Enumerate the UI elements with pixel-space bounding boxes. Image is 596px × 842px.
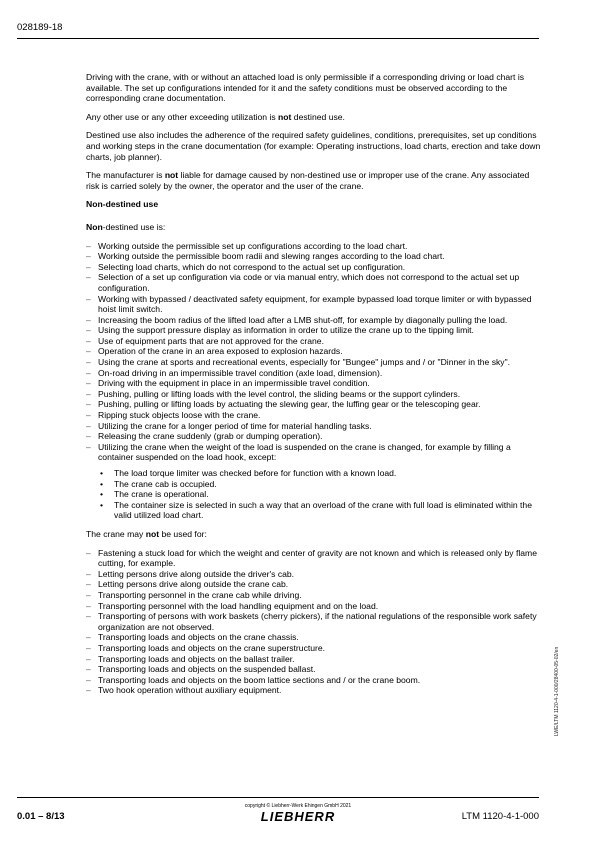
list-item: – Working outside the permissible boom radii and slewing ranges according to the load chart. [86, 251, 541, 262]
list-item: – Pushing, pulling or lifting loads with the level control, the sliding beams or the support cylinders. [86, 389, 541, 400]
page-content [86, 72, 541, 700]
list-item: – Driving with the equipment in place in an impermissible travel condition. [86, 378, 541, 389]
brand-logo: LIEBHERR [260, 809, 336, 824]
section-title: Non-destined use [86, 199, 159, 210]
model-number: LTM 1120-4-1-000 [461, 811, 539, 822]
may-not-intro: The crane may not be used for: [86, 528, 207, 539]
list-item: – Letting persons drive along outside the crane cab. [86, 579, 541, 590]
list-item: – Transporting loads and objects on the crane superstructure. [86, 643, 541, 654]
list-item: – Selecting load charts, which do not correspond to the actual set up configuration. [86, 262, 541, 273]
list-item: – Two hook operation without auxiliary equipment. [86, 685, 541, 696]
list-item: – Use of equipment parts that are not approved for the crane. [86, 336, 541, 347]
list-item: – Utilizing the crane when the weight of the load is suspended on the crane is changed, for example by filling a container suspended on the load hook, except: [86, 442, 541, 463]
list-item: – Transporting loads and objects on the suspended ballast. [86, 664, 541, 675]
list-item: – Using the support pressure display as information in order to utilize the crane up to the tipping limit. [86, 325, 541, 336]
header-rule [17, 38, 539, 39]
list-item: – Transporting of persons with work baskets (cherry pickers), if the national regulations of the responsible work safety organization are not observed. [86, 611, 541, 632]
list-item: • The crane cab is occupied. [86, 479, 541, 490]
list-item: – Transporting personnel in the crane cab while driving. [86, 590, 541, 601]
may-not-list [86, 548, 541, 696]
exceptions-list [86, 468, 541, 521]
list-item: • The crane is operational. [86, 489, 541, 500]
side-reference-code: LWE/LTM 1120-4-1-000/28400-05-02/en [554, 646, 560, 736]
manufacturer-paragraph: The manufacturer is not liable for damage caused by non-destined use or improper use of the crane. Any associated risk is carried solely by the owner, the operator and the user of the crane. [86, 170, 530, 191]
list-item: – Utilizing the crane for a longer period of time for material handling tasks. [86, 421, 541, 432]
list-item: – Letting persons drive along outside the driver's cab. [86, 569, 541, 580]
list-item: – Pushing, pulling or lifting loads by actuating the slewing gear, the luffing gear or the telescoping gear. [86, 399, 541, 410]
list-item: • The load torque limiter was checked before for function with a known load. [86, 468, 541, 479]
list-item: – Releasing the crane suddenly (grab or dumping operation). [86, 431, 541, 442]
other-use-paragraph: Any other use or any other exceeding utilization is not destined use. [86, 111, 345, 122]
list-item: – On-road driving in an impermissible travel condition (axle load, dimension). [86, 368, 541, 379]
footer-rule [17, 797, 539, 798]
page-number: 0.01 – 8/13 [17, 811, 65, 822]
list-item: – Transporting loads and objects on the boom lattice sections and / or the crane boom. [86, 675, 541, 686]
nondestined-intro: Non-destined use is: [86, 221, 166, 232]
list-item: • The container size is selected in such a way that an overload of the crane with full load is eliminated within the valid utilized load chart. [86, 500, 541, 521]
destined-use-paragraph: Destined use also includes the adherence of the required safety guidelines, conditions, prerequisites, set up conditions and working steps in the crane documentation (for example: Operating instructions, load charts, erection and take down charts, job planner). [86, 130, 541, 162]
list-item: – Fastening a stuck load for which the weight and center of gravity are not known and which is released only by flame cutting, for example. [86, 548, 541, 569]
copyright-notice: copyright © Liebherr-Werk Ehingen GmbH 2021 [244, 803, 352, 809]
list-item: – Working outside the permissible set up configurations according to the load chart. [86, 241, 541, 252]
list-item: – Transporting personnel with the load handling equipment and on the load. [86, 601, 541, 612]
list-item: – Using the crane at sports and recreational events, especially for "Bungee" jumps and / or "Dinner in the sky". [86, 357, 541, 368]
document-number: 028189-18 [17, 22, 63, 33]
nondestined-list [86, 241, 541, 463]
list-item: – Working with bypassed / deactivated safety equipment, for example bypassed load torque limiter or with bypassed hoist limit switch. [86, 294, 541, 315]
list-item: – Operation of the crane in an area exposed to explosion hazards. [86, 346, 541, 357]
driving-paragraph: Driving with the crane, with or without an attached load is only permissible if a corresponding driving or load chart is available. The set up configurations intended for it and the safety conditions must be observed according to the corresponding crane documentation. [86, 72, 525, 104]
list-item: – Transporting loads and objects on the crane chassis. [86, 632, 541, 643]
list-item: – Transporting loads and objects on the ballast trailer. [86, 654, 541, 665]
list-item: – Selection of a set up configuration via code or via manual entry, which does not correspond to the actual set up configuration. [86, 272, 541, 293]
list-item: – Ripping stuck objects loose with the crane. [86, 410, 541, 421]
list-item: – Increasing the boom radius of the lifted load after a LMB shut-off, for example by diagonally pulling the load. [86, 315, 541, 326]
